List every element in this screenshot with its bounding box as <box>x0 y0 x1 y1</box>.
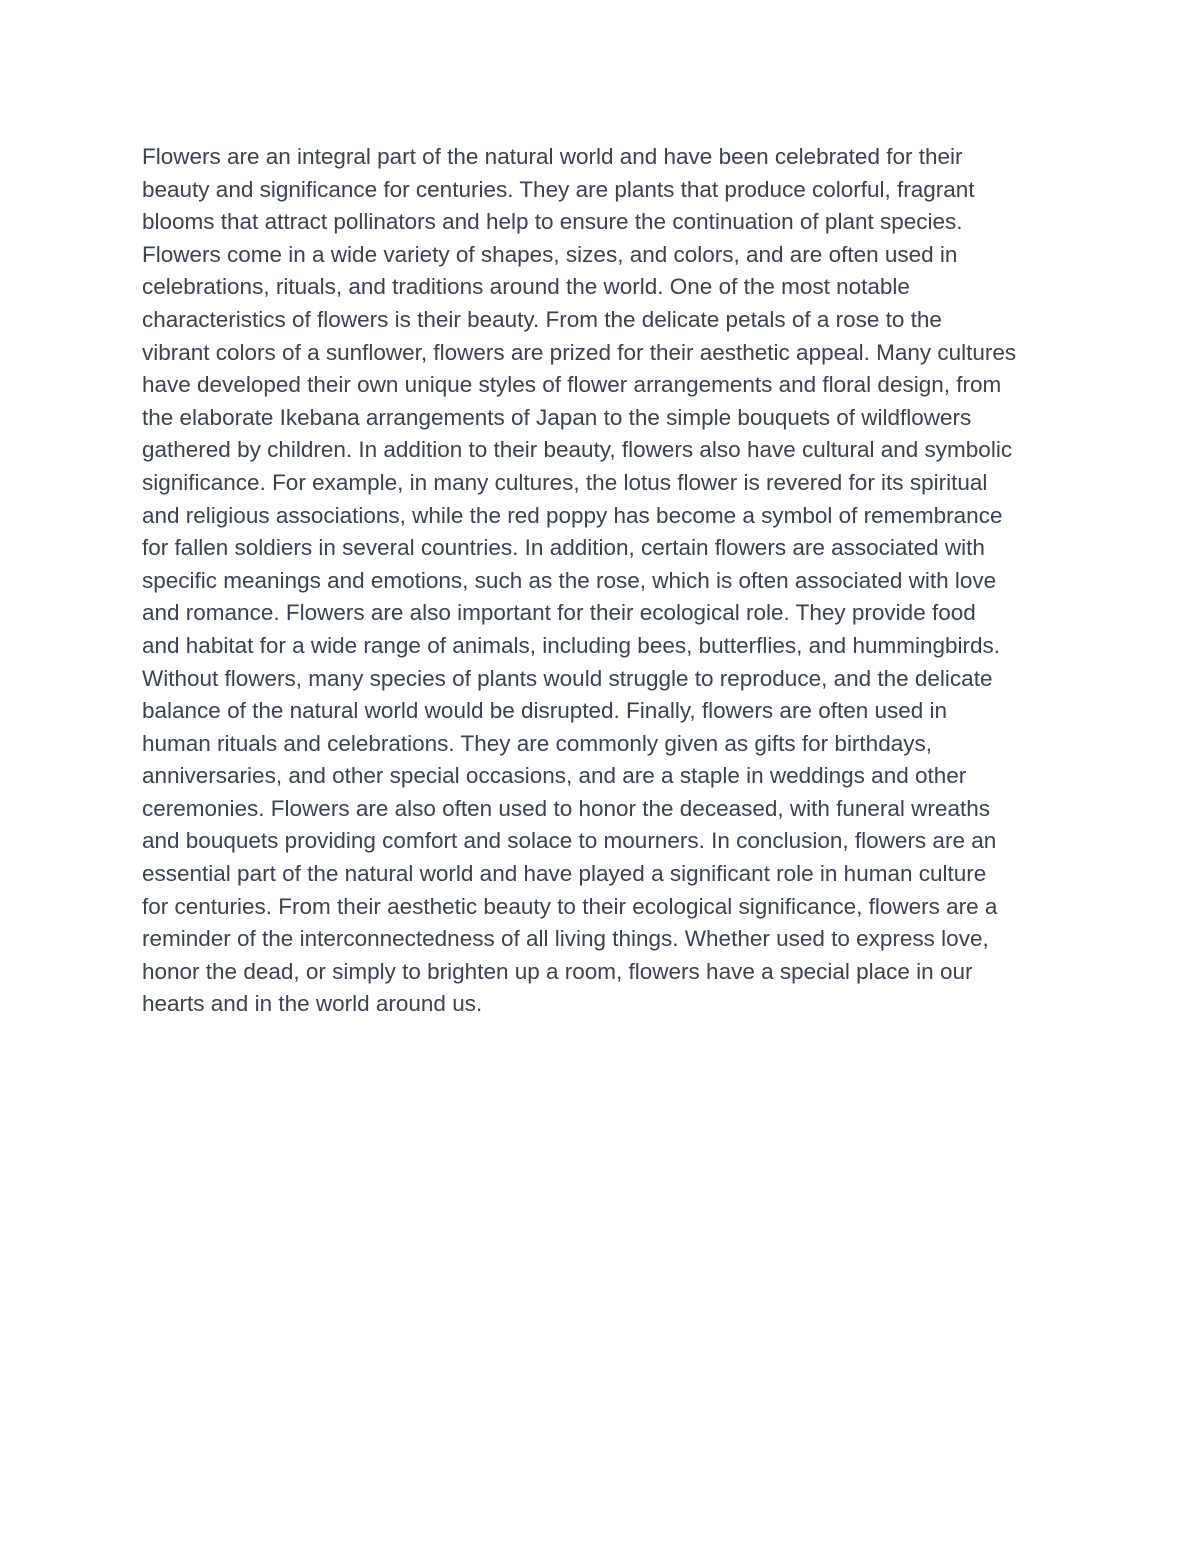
paragraph-line: and bouquets providing comfort and solace to mourners. In conclusion, flowers are an <box>142 828 997 854</box>
paragraph-line: human rituals and celebrations. They are commonly given as gifts for birthdays, <box>142 730 932 756</box>
paragraph-line: vibrant colors of a sunflower, flowers are prized for their aesthetic appeal. Many cultures <box>142 339 1017 365</box>
paragraph-line: Flowers are an integral part of the natural world and have been celebrated for their <box>142 144 963 169</box>
paragraph-line: beauty and significance for centuries. They are plants that produce colorful, fragrant <box>142 176 975 202</box>
paragraph-line: significance. For example, in many cultures, the lotus flower is revered for its spiritual <box>142 469 988 495</box>
paragraph-line: hearts and in the world around us. <box>142 991 483 1017</box>
paragraph-line: ceremonies. Flowers are also often used to honor the deceased, with funeral wreaths <box>142 795 990 821</box>
paragraph-line: the elaborate Ikebana arrangements of Japan to the simple bouquets of wildflowers <box>142 404 972 430</box>
body-paragraph <box>142 141 1082 1021</box>
paragraph-line: celebrations, rituals, and traditions around the world. One of the most notable <box>142 274 910 300</box>
paragraph-line: balance of the natural world would be disrupted. Finally, flowers are often used in <box>142 698 948 724</box>
paragraph-line: blooms that attract pollinators and help to ensure the continuation of plant species. <box>142 209 963 235</box>
paragraph-line: for centuries. From their aesthetic beauty to their ecological significance, flowers are a <box>142 893 998 919</box>
paragraph-line: Flowers come in a wide variety of shapes, sizes, and colors, and are often used in <box>142 241 958 267</box>
paragraph-line: and habitat for a wide range of animals, including bees, butterflies, and hummingbirds. <box>142 632 1000 658</box>
paragraph-line: and romance. Flowers are also important for their ecological role. They provide food <box>142 600 976 626</box>
paragraph-line: characteristics of flowers is their beauty. From the delicate petals of a rose to the <box>142 306 942 332</box>
paragraph-line: specific meanings and emotions, such as the rose, which is often associated with love <box>142 567 997 593</box>
paragraph-line: gathered by children. In addition to their beauty, flowers also have cultural and symbolic <box>142 437 1013 463</box>
paragraph-line: essential part of the natural world and have played a significant role in human culture <box>142 861 987 887</box>
paragraph-line: have developed their own unique styles of flower arrangements and floral design, from <box>142 372 1002 398</box>
paragraph-line: for fallen soldiers in several countries. In addition, certain flowers are associated with <box>142 535 985 561</box>
paragraph-line: and religious associations, while the red poppy has become a symbol of remembrance <box>142 502 1003 528</box>
paragraph-line: honor the dead, or simply to brighten up a room, flowers have a special place in our <box>142 958 973 984</box>
paragraph-line: reminder of the interconnectedness of all living things. Whether used to express love, <box>142 926 989 952</box>
paragraph-line: anniversaries, and other special occasions, and are a staple in weddings and other <box>142 763 967 789</box>
paragraph-line: Without flowers, many species of plants would struggle to reproduce, and the delicate <box>142 665 993 691</box>
